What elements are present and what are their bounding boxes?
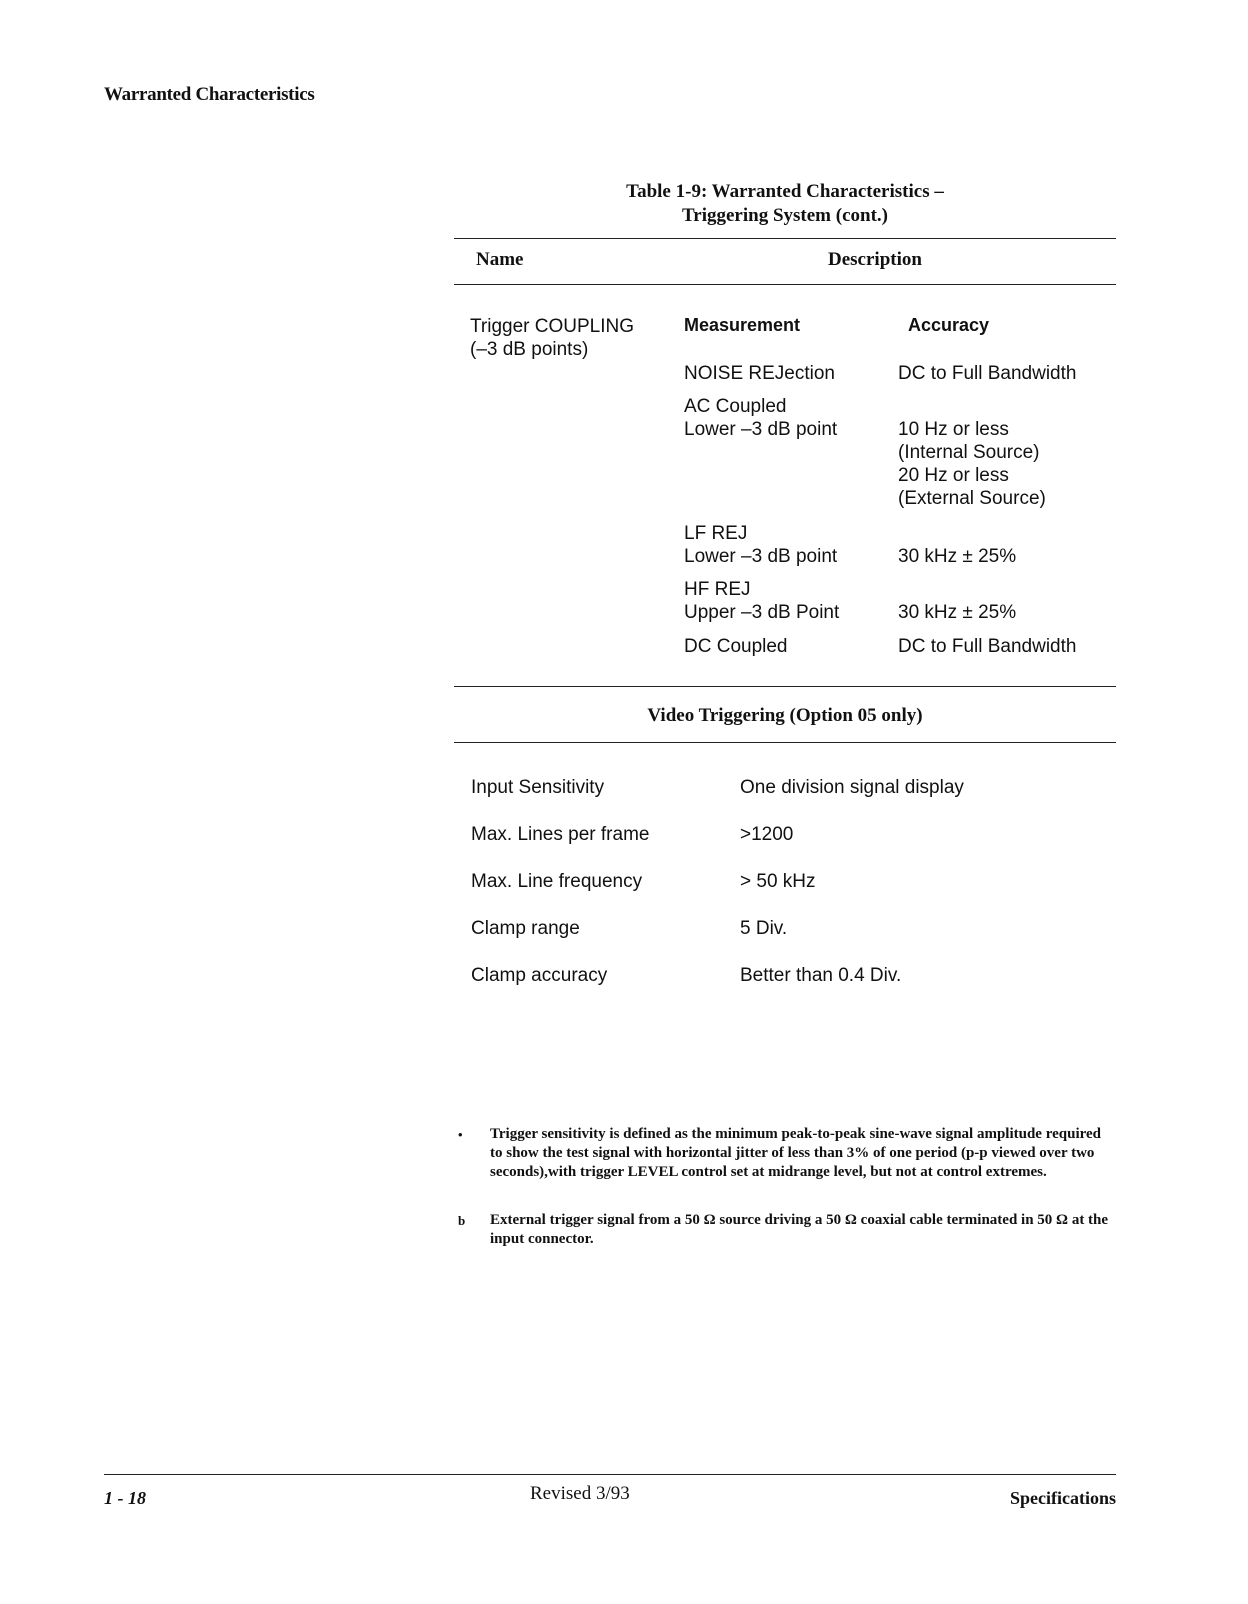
- footer-rule: [104, 1474, 1116, 1475]
- video-bottom-rule: [454, 742, 1116, 743]
- accuracy-dc-coupled: DC to Full Bandwidth: [898, 636, 1077, 657]
- video-row-name: Max. Line frequency: [471, 871, 643, 892]
- footnote-mark: •: [458, 1127, 463, 1142]
- video-row-name: Clamp accuracy: [471, 965, 608, 986]
- section-header: Warranted Characteristics: [104, 84, 315, 105]
- footnote: [458, 1211, 1118, 1251]
- measurement-dc-coupled: DC Coupled: [684, 636, 788, 657]
- revision-note: Revised 3/93: [530, 1483, 630, 1504]
- table-top-rule: [454, 238, 1116, 239]
- header-bottom-rule: [454, 284, 1116, 285]
- page-number: 1 - 18: [104, 1488, 146, 1508]
- footnote-mark: b: [458, 1213, 466, 1228]
- video-top-rule: [454, 686, 1116, 687]
- table-caption-line2: Triggering System (cont.): [682, 205, 888, 226]
- table-caption-line1: Table 1-9: Warranted Characteristics –: [626, 181, 944, 202]
- video-row-value: 5 Div.: [740, 918, 788, 939]
- measurement-hf-rej: HF REJ Upper –3 dB Point: [684, 579, 840, 623]
- coupling-name: Trigger COUPLING (–3 dB points): [470, 316, 634, 360]
- accuracy-hf-rej: 30 kHz ± 25%: [898, 602, 1017, 623]
- video-row-name: Max. Lines per frame: [471, 824, 650, 845]
- video-row-value: > 50 kHz: [740, 871, 816, 892]
- measurement-noise-rej: NOISE REJection: [684, 363, 835, 384]
- video-row-value: Better than 0.4 Div.: [740, 965, 902, 986]
- footnote-text: Trigger sensitivity is defined as the minimum peak-to-peak sine-wave signal amplitude required to show the test signal with horizontal jitter of less than 3% of one period (p-p viewed over two seconds),with trigger LEVEL control set at midrange level, but not at control extremes.: [490, 1126, 1101, 1180]
- chapter-name: Specifications: [1010, 1488, 1116, 1508]
- measurement-lf-rej: LF REJ Lower –3 dB point: [684, 523, 838, 567]
- accuracy-noise-rej: DC to Full Bandwidth: [898, 363, 1077, 384]
- accuracy-column-header: Accuracy: [908, 315, 990, 335]
- video-row-name: Clamp range: [471, 918, 580, 939]
- column-header-description: Description: [828, 249, 922, 270]
- video-row-value: >1200: [740, 824, 794, 845]
- measurement-ac-coupled: AC Coupled Lower –3 dB point: [684, 396, 838, 440]
- video-row-value: One division signal display: [740, 777, 964, 798]
- column-header-name: Name: [476, 249, 524, 270]
- measurement-column-header: Measurement: [684, 315, 801, 335]
- video-row-name: Input Sensitivity: [471, 777, 605, 798]
- footnote-text: External trigger signal from a 50 Ω source driving a 50 Ω coaxial cable terminated in 50 Ω at the input connector.: [490, 1212, 1109, 1247]
- accuracy-lf-rej: 30 kHz ± 25%: [898, 546, 1017, 567]
- video-triggering-title: Video Triggering (Option 05 only): [647, 705, 923, 726]
- accuracy-ac-coupled: 10 Hz or less (Internal Source) 20 Hz or less (External Source): [898, 419, 1046, 509]
- footnote: [458, 1125, 1118, 1205]
